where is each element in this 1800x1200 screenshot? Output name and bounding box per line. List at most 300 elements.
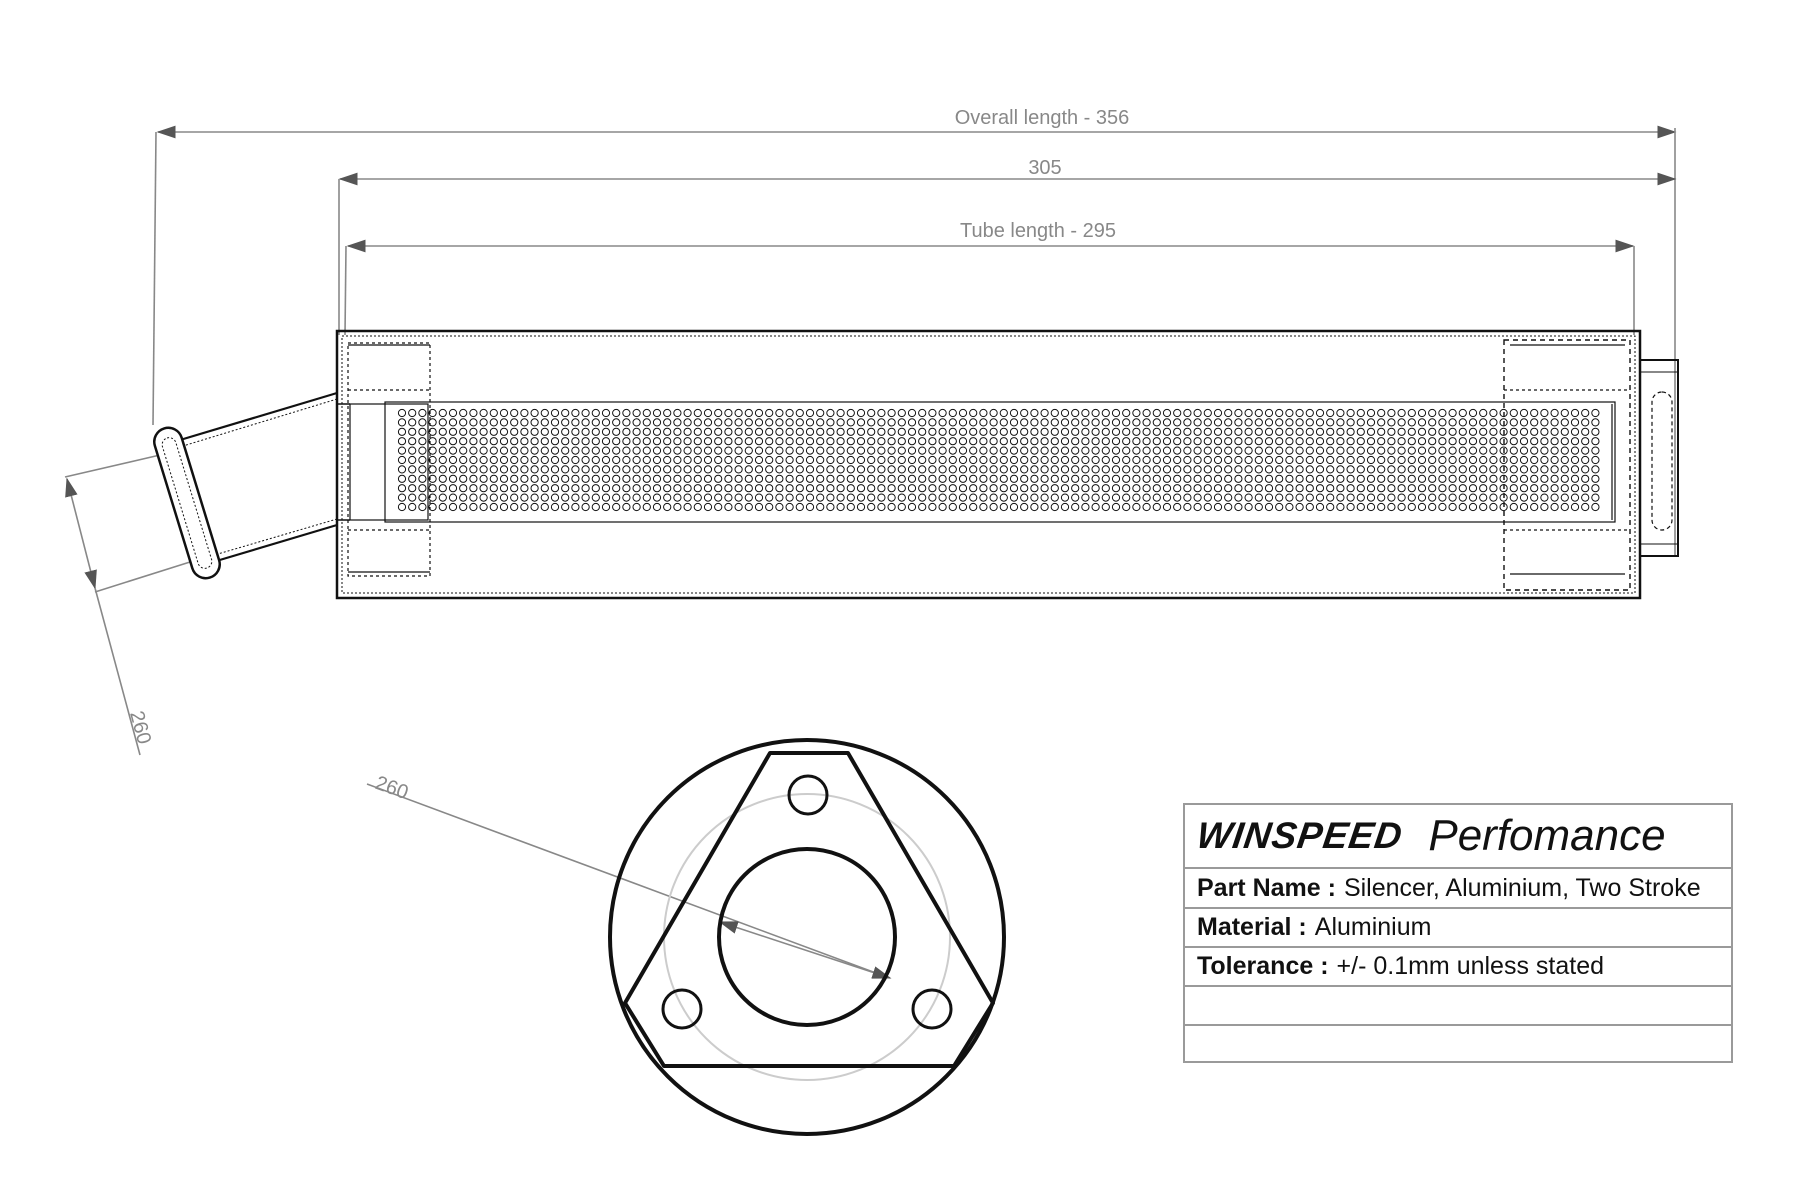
perforation-hole: [1133, 428, 1140, 435]
perforation-hole: [939, 428, 946, 435]
perforation-hole: [766, 428, 773, 435]
perforation-hole: [715, 503, 722, 510]
perforation-hole: [786, 485, 793, 492]
perforation-hole: [939, 438, 946, 445]
perforation-hole: [959, 447, 966, 454]
perforation-hole: [531, 419, 538, 426]
perforation-hole: [613, 409, 620, 416]
perforation-hole: [817, 466, 824, 473]
perforation-hole: [1316, 438, 1323, 445]
perforation-hole: [1123, 494, 1130, 501]
perforation-hole: [847, 428, 854, 435]
perforation-hole: [500, 485, 507, 492]
perforation-hole: [1337, 485, 1344, 492]
perforation-hole: [1306, 503, 1313, 510]
perforation-hole: [500, 466, 507, 473]
perforation-hole: [674, 409, 681, 416]
perforation-hole: [898, 438, 905, 445]
perforation-hole: [1347, 409, 1354, 416]
perforation-hole: [745, 438, 752, 445]
perforation-hole: [694, 503, 701, 510]
perforation-hole: [1204, 447, 1211, 454]
perforation-hole: [1408, 456, 1415, 463]
perforation-hole: [562, 456, 569, 463]
perforation-hole: [1469, 485, 1476, 492]
perforation-hole: [715, 466, 722, 473]
perforation-hole: [643, 438, 650, 445]
perforation-hole: [919, 475, 926, 482]
perforation-hole: [1357, 503, 1364, 510]
perforation-hole: [1174, 428, 1181, 435]
perforation-hole: [1174, 494, 1181, 501]
perforation-hole: [531, 485, 538, 492]
perforation-hole: [551, 438, 558, 445]
perforation-hole: [623, 466, 630, 473]
perforation-hole: [1061, 456, 1068, 463]
perforation-hole: [643, 428, 650, 435]
perforation-hole: [551, 475, 558, 482]
title-block: [1183, 803, 1733, 1063]
perforation-hole: [1163, 475, 1170, 482]
perforation-hole: [1469, 466, 1476, 473]
perforation-hole: [602, 503, 609, 510]
end-view-bolt-circle: [664, 794, 950, 1080]
perforation-hole: [1276, 494, 1283, 501]
perforation-hole: [500, 409, 507, 416]
perforation-hole: [694, 485, 701, 492]
perforation-hole: [1051, 494, 1058, 501]
perforation-hole: [1367, 475, 1374, 482]
perforation-hole: [572, 419, 579, 426]
perforation-hole: [1112, 494, 1119, 501]
perforation-hole: [939, 494, 946, 501]
perforation-hole: [1123, 409, 1130, 416]
perforation-hole: [959, 438, 966, 445]
perforation-hole: [1541, 419, 1548, 426]
perforation-hole: [959, 466, 966, 473]
perforation-hole: [857, 438, 864, 445]
perforation-hole: [725, 475, 732, 482]
perforation-hole: [817, 456, 824, 463]
perforation-hole: [1551, 456, 1558, 463]
perforation-hole: [1582, 419, 1589, 426]
perforation-hole: [939, 409, 946, 416]
perforation-hole: [715, 419, 722, 426]
perforation-hole: [898, 503, 905, 510]
perforation-hole: [1388, 456, 1395, 463]
perforation-hole: [1582, 494, 1589, 501]
perforation-hole: [633, 456, 640, 463]
perforation-hole: [1531, 419, 1538, 426]
perforation-hole: [1276, 428, 1283, 435]
perforation-hole: [929, 438, 936, 445]
perforation-hole: [1337, 447, 1344, 454]
perforation-hole: [796, 438, 803, 445]
perforation-hole: [796, 485, 803, 492]
perforation-hole: [562, 466, 569, 473]
perforation-hole: [1225, 475, 1232, 482]
perforation-hole: [776, 409, 783, 416]
perforation-hole: [511, 438, 518, 445]
perforation-hole: [1000, 475, 1007, 482]
perforation-hole: [1245, 447, 1252, 454]
perforation-hole: [1520, 438, 1527, 445]
perforation-hole: [827, 456, 834, 463]
perforation-hole: [1143, 447, 1150, 454]
perforation-hole: [1194, 409, 1201, 416]
perforation-hole: [1337, 494, 1344, 501]
perforation-hole: [480, 456, 487, 463]
perforation-hole: [1459, 494, 1466, 501]
perforation-hole: [633, 466, 640, 473]
perforation-hole: [898, 419, 905, 426]
perforation-hole: [929, 447, 936, 454]
perforation-hole: [449, 419, 456, 426]
perforation-hole: [1357, 475, 1364, 482]
perforation-hole: [1061, 447, 1068, 454]
perforation-hole: [970, 428, 977, 435]
perforation-hole: [919, 485, 926, 492]
perforation-hole: [1490, 503, 1497, 510]
perforation-hole: [521, 466, 528, 473]
perforation-hole: [1337, 503, 1344, 510]
perforation-hole: [511, 447, 518, 454]
perforation-hole: [1214, 494, 1221, 501]
perforation-hole: [1214, 447, 1221, 454]
perforation-hole: [1041, 409, 1048, 416]
perforation-hole: [1225, 503, 1232, 510]
perforation-hole: [868, 494, 875, 501]
perforation-hole: [755, 456, 762, 463]
perforation-hole: [1459, 466, 1466, 473]
perforation-hole: [735, 419, 742, 426]
perforation-hole: [1510, 428, 1517, 435]
perforation-hole: [837, 438, 844, 445]
perforation-hole: [908, 494, 915, 501]
perforation-hole: [1327, 475, 1334, 482]
perforation-hole: [1041, 485, 1048, 492]
perforation-hole: [1582, 438, 1589, 445]
perforation-hole: [684, 485, 691, 492]
perforation-hole: [449, 409, 456, 416]
perforation-hole: [1592, 447, 1599, 454]
perforation-hole: [1582, 456, 1589, 463]
perforation-hole: [1031, 475, 1038, 482]
perforation-hole: [480, 503, 487, 510]
perforation-hole: [653, 485, 660, 492]
perforation-hole: [1531, 456, 1538, 463]
perforation-hole: [439, 409, 446, 416]
perforation-hole: [613, 428, 620, 435]
perforation-hole: [1439, 419, 1446, 426]
perforation-hole: [562, 475, 569, 482]
perforation-hole: [888, 466, 895, 473]
perforation-hole: [633, 503, 640, 510]
perforation-hole: [419, 456, 426, 463]
perforation-hole: [837, 428, 844, 435]
perforation-hole: [541, 485, 548, 492]
perforation-hole: [1041, 475, 1048, 482]
perforation-hole: [419, 447, 426, 454]
perforation-hole: [1408, 494, 1415, 501]
perforation-hole: [888, 503, 895, 510]
perforation-hole: [1337, 419, 1344, 426]
perforation-hole: [1367, 466, 1374, 473]
perforation-hole: [1072, 466, 1079, 473]
perforation-hole: [796, 428, 803, 435]
perforation-hole: [766, 485, 773, 492]
perforation-hole: [1031, 503, 1038, 510]
perforation-hole: [664, 438, 671, 445]
mounting-flange: [625, 753, 993, 1066]
perforation-hole: [1143, 485, 1150, 492]
perforation-hole: [1541, 466, 1548, 473]
perforation-hole: [1408, 475, 1415, 482]
perforation-hole: [623, 447, 630, 454]
perforation-hole: [827, 409, 834, 416]
perforation-hole: [1561, 503, 1568, 510]
perforation-hole: [1255, 438, 1262, 445]
perforation-hole: [898, 494, 905, 501]
perforation-hole: [1245, 503, 1252, 510]
perforation-hole: [1582, 466, 1589, 473]
perforation-hole: [551, 494, 558, 501]
perforation-hole: [1296, 466, 1303, 473]
perforation-hole: [1398, 447, 1405, 454]
perforation-hole: [786, 456, 793, 463]
perforation-hole: [704, 466, 711, 473]
perforation-hole: [684, 466, 691, 473]
perforation-hole: [990, 447, 997, 454]
inlet-dimension-line: [67, 479, 95, 588]
perforation-hole: [1347, 466, 1354, 473]
perforation-hole: [1265, 456, 1272, 463]
perforation-hole: [1051, 466, 1058, 473]
perforation-hole: [817, 494, 824, 501]
perforation-hole: [1021, 419, 1028, 426]
perforation-hole: [878, 447, 885, 454]
perforation-hole: [409, 485, 416, 492]
perforation-hole: [1163, 456, 1170, 463]
perforation-hole: [694, 419, 701, 426]
perforation-hole: [817, 447, 824, 454]
perforation-hole: [1245, 438, 1252, 445]
perforation-hole: [939, 485, 946, 492]
perforation-hole: [1490, 438, 1497, 445]
perforation-hole: [1143, 503, 1150, 510]
perforation-hole: [653, 409, 660, 416]
perforation-hole: [1072, 456, 1079, 463]
perforation-hole: [674, 456, 681, 463]
perforation-hole: [1051, 447, 1058, 454]
perforation-hole: [541, 466, 548, 473]
perforation-hole: [1082, 466, 1089, 473]
perforation-hole: [1327, 438, 1334, 445]
blank-row-1: [1185, 987, 1731, 1026]
perforation-hole: [827, 485, 834, 492]
perforation-hole: [1347, 419, 1354, 426]
perforation-hole: [715, 428, 722, 435]
perforation-hole: [1051, 409, 1058, 416]
perforation-hole: [776, 503, 783, 510]
perforation-hole: [806, 475, 813, 482]
perforation-hole: [480, 447, 487, 454]
perforation-hole: [786, 428, 793, 435]
perforation-hole: [786, 466, 793, 473]
perforation-hole: [1265, 503, 1272, 510]
perforation-hole: [1214, 466, 1221, 473]
perforation-hole: [806, 419, 813, 426]
perforation-hole: [806, 409, 813, 416]
perforation-hole: [1286, 466, 1293, 473]
perforation-hole: [786, 447, 793, 454]
perforation-hole: [796, 419, 803, 426]
perforation-hole: [1357, 494, 1364, 501]
perforation-hole: [1571, 494, 1578, 501]
perforation-hole: [664, 503, 671, 510]
perforation-hole: [908, 409, 915, 416]
perforation-hole: [1306, 475, 1313, 482]
perforation-holes: [398, 409, 1599, 510]
perforation-hole: [1439, 485, 1446, 492]
perforation-hole: [1378, 428, 1385, 435]
perforation-hole: [919, 466, 926, 473]
perforation-hole: [827, 475, 834, 482]
perforation-hole: [847, 503, 854, 510]
perforation-hole: [1296, 503, 1303, 510]
perforation-hole: [1592, 438, 1599, 445]
perforation-hole: [1316, 485, 1323, 492]
perforation-hole: [541, 409, 548, 416]
perforation-hole: [449, 447, 456, 454]
perforation-hole: [1112, 419, 1119, 426]
perforation-hole: [919, 456, 926, 463]
perforation-hole: [1520, 447, 1527, 454]
perforation-hole: [1541, 447, 1548, 454]
perforation-hole: [1541, 494, 1548, 501]
perforation-hole: [1510, 466, 1517, 473]
perforation-hole: [776, 419, 783, 426]
perforation-hole: [1041, 494, 1048, 501]
perforation-hole: [1276, 438, 1283, 445]
perforation-hole: [837, 503, 844, 510]
perforation-hole: [1459, 419, 1466, 426]
perforation-hole: [1153, 409, 1160, 416]
perforation-hole: [745, 447, 752, 454]
perforation-hole: [776, 438, 783, 445]
perforation-hole: [1408, 447, 1415, 454]
perforation-hole: [1153, 419, 1160, 426]
perforation-hole: [1388, 447, 1395, 454]
perforation-hole: [1520, 456, 1527, 463]
perforation-hole: [929, 419, 936, 426]
perforation-hole: [1388, 438, 1395, 445]
perforation-hole: [1133, 447, 1140, 454]
perforation-hole: [1561, 409, 1568, 416]
perforation-hole: [460, 456, 467, 463]
perforation-hole: [1327, 503, 1334, 510]
perforation-hole: [643, 456, 650, 463]
perforation-hole: [990, 428, 997, 435]
perforation-hole: [888, 438, 895, 445]
perforation-hole: [1510, 503, 1517, 510]
perforation-hole: [653, 475, 660, 482]
perforation-hole: [806, 447, 813, 454]
perforation-hole: [1449, 485, 1456, 492]
perforation-hole: [541, 428, 548, 435]
perforation-hole: [1051, 419, 1058, 426]
perforation-hole: [602, 428, 609, 435]
perforation-hole: [1255, 485, 1262, 492]
perforation-hole: [664, 456, 671, 463]
perforation-hole: [633, 494, 640, 501]
perforation-hole: [1296, 409, 1303, 416]
perforation-hole: [1214, 456, 1221, 463]
perforation-hole: [1286, 419, 1293, 426]
perforation-hole: [1214, 438, 1221, 445]
perforation-hole: [1531, 466, 1538, 473]
perforation-hole: [970, 485, 977, 492]
perforation-hole: [1123, 419, 1130, 426]
perforation-hole: [1531, 475, 1538, 482]
perforation-hole: [1143, 419, 1150, 426]
perforation-hole: [511, 494, 518, 501]
perforation-hole: [582, 419, 589, 426]
perforation-hole: [551, 428, 558, 435]
perforation-hole: [664, 494, 671, 501]
perforation-hole: [1265, 485, 1272, 492]
perforation-hole: [490, 447, 497, 454]
part-name-label: Part Name :: [1197, 873, 1336, 902]
perforation-hole: [990, 456, 997, 463]
perforation-hole: [857, 475, 864, 482]
perforation-hole: [1429, 485, 1436, 492]
tolerance-row: [1185, 948, 1731, 987]
perforation-hole: [1520, 409, 1527, 416]
perforation-hole: [1235, 456, 1242, 463]
perforation-hole: [766, 456, 773, 463]
exhaust-bore: [719, 849, 895, 1025]
perforation-hole: [1541, 456, 1548, 463]
perforation-hole: [531, 428, 538, 435]
perforation-hole: [1010, 447, 1017, 454]
perforation-hole: [1449, 494, 1456, 501]
perforation-hole: [490, 438, 497, 445]
perforation-hole: [888, 494, 895, 501]
perforation-hole: [1010, 428, 1017, 435]
perforation-hole: [1021, 466, 1028, 473]
perforation-hole: [919, 438, 926, 445]
perforation-hole: [521, 419, 528, 426]
perforation-hole: [1133, 485, 1140, 492]
perforation-hole: [1163, 447, 1170, 454]
perforation-hole: [562, 419, 569, 426]
perforation-hole: [490, 419, 497, 426]
perforation-hole: [541, 419, 548, 426]
perforation-hole: [449, 466, 456, 473]
perforation-hole: [908, 419, 915, 426]
perforation-hole: [398, 503, 405, 510]
perforation-hole: [868, 466, 875, 473]
perforation-hole: [786, 409, 793, 416]
perforation-hole: [786, 503, 793, 510]
perforation-hole: [1204, 466, 1211, 473]
perforation-hole: [857, 409, 864, 416]
perforation-hole: [908, 466, 915, 473]
silencer-side-view: [151, 331, 1678, 598]
perforation-hole: [1398, 475, 1405, 482]
perforation-hole: [490, 494, 497, 501]
